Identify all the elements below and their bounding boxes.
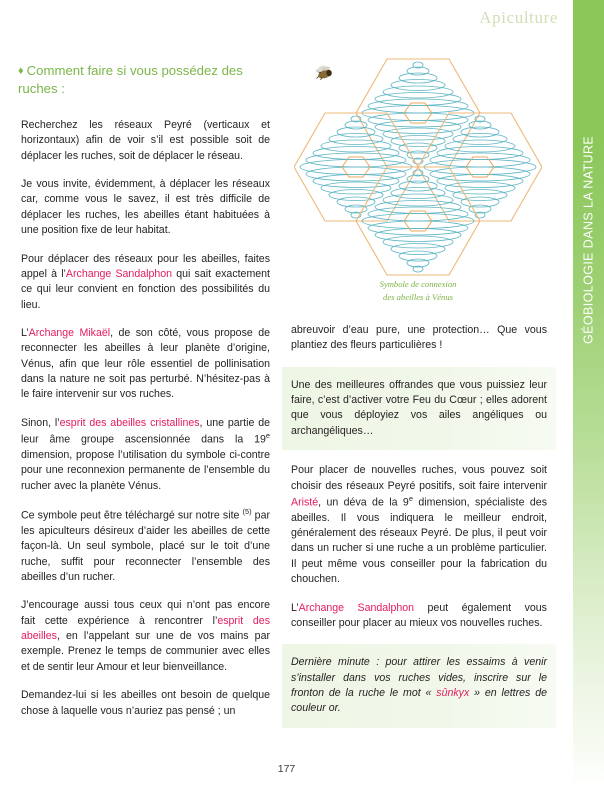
text-run: par les apiculteurs désireux d’aider les abeilles de cette façon-là. Un seul symbole, placé sur le toit d’une ruche, suffit pour reconnecter l’ensemble des abeilles d’un rucher.	[21, 509, 270, 584]
text-run: Une des meilleures offrandes que vous puissiez leur faire, c’est d’activer votre Feu du Cœur ; elles adorent que vous déployiez vos ailes angéliques ou archangéliques…	[291, 378, 547, 437]
text-run: L’	[291, 601, 299, 614]
text-run: Ce symbole peut être téléchargé sur notre site	[21, 509, 243, 522]
body-paragraph	[21, 252, 270, 313]
text-run: dimension, propose l’utilisation du symbole ci-contre pour une reconnexion permanente de l’ensemble du rucher avec la planète Vénus.	[21, 449, 270, 492]
text-run: Pour déplacer des réseaux pour les abeilles, faites appel à l’	[21, 252, 270, 280]
text-run: Sinon, l’	[21, 416, 60, 429]
superscript-marker: e	[265, 431, 270, 441]
left-text-column	[21, 118, 270, 719]
side-band	[573, 0, 604, 788]
section-heading-text: Comment faire si vous possédez des ruches :	[18, 63, 243, 96]
text-run: , une partie de leur âme groupe ascensionnée dans la 19	[21, 416, 270, 446]
text-run: Pour placer de nouvelles ruches, vous pouvez soit choisir des réseaux Peyré positifs, soit faire intervenir	[291, 464, 547, 492]
body-paragraph	[21, 326, 270, 403]
callout-paragraph	[282, 644, 556, 727]
body-paragraph	[291, 463, 547, 587]
highlighted-term: Archange Sandalphon	[298, 601, 415, 614]
highlighted-term: Aristé	[291, 496, 319, 509]
text-run: dimension, spécialiste des abeilles. Il vous indiquera le meilleur endroit, généralement des réseaux Peyré. De plus, il peut voir dans un rucher si une ruche a un problème particulier. Il peut même vous conseiller pour la fabrication du chouchen.	[291, 496, 547, 586]
body-paragraph	[291, 601, 547, 632]
highlighted-term: esprit des abeilles cristallines	[59, 416, 200, 429]
text-run: , de son côté, vous propose de reconnecter les abeilles à leur planète d’origine, Vénus, afin que leur rôle essentiel de pollinisation dans la nature ne soit pas perturbé. N’hésitez-pas à le faire intervenir sur vos ruches.	[21, 326, 270, 401]
superscript-marker: e	[408, 493, 413, 503]
body-paragraph	[21, 416, 270, 494]
body-paragraph	[291, 323, 547, 354]
right-text-column	[291, 323, 547, 728]
body-paragraph	[21, 177, 270, 238]
text-run: qui sait exactement ce qui leur convient en fonction des possibilités du lieu.	[21, 267, 271, 311]
text-run: , en l’appelant sur une de vos mains par exemple. Prenez le temps de communier avec elles et de sentir leur Amour et leur bienveillance.	[21, 630, 270, 673]
page-number: 177	[277, 763, 296, 775]
highlighted-term: sûnkyx	[436, 687, 470, 699]
text-run: Recherchez les réseaux Peyré (verticaux et horizontaux) afin de voir s’il est possible soit de déplacer les ruches, soit de déplacer le réseau.	[21, 119, 270, 162]
text-run: peut également vous conseiller pour placer au mieux vos nouvelles ruches.	[291, 601, 547, 629]
body-paragraph	[21, 688, 270, 719]
figure-caption	[294, 278, 542, 304]
highlighted-term: Archange Mikaël	[28, 326, 111, 339]
bee-icon	[312, 62, 338, 82]
body-paragraph	[21, 507, 270, 585]
body-paragraph	[21, 598, 270, 675]
section-heading	[18, 62, 276, 98]
diamond-bullet-icon: ♦	[18, 65, 24, 77]
figure-caption-line-1: Symbole de connexion	[379, 279, 457, 289]
highlighted-term: esprit des abeilles	[21, 614, 270, 643]
text-run: J’encourage aussi tous ceux qui n’ont pas encore fait cette expérience à rencontrer l’	[21, 599, 270, 627]
text-run: » en lettres de couleur or.	[291, 687, 547, 715]
hexagon-spiral-figure	[294, 55, 542, 277]
text-run: Dernière minute : pour attirer les essaims à venir s’installer dans vos ruches vides, inscrire sur le fronton de la ruche le mot «	[291, 656, 547, 699]
superscript-marker: (5)	[242, 507, 252, 517]
body-paragraph	[21, 118, 270, 164]
highlighted-term: Archange Sandalphon	[65, 267, 173, 280]
text-run: Demandez-lui si les abeilles ont besoin de quelque chose à laquelle vous n’auriez pas pensé ; un	[21, 689, 270, 717]
running-head: Apiculture	[479, 8, 558, 27]
figure-caption-line-2: des abeilles à Vénus	[383, 291, 453, 302]
text-run: L’	[21, 326, 29, 339]
text-run: abreuvoir d’eau pure, une protection… Que vous plantiez des fleurs particulières !	[291, 324, 547, 352]
callout-paragraph	[282, 367, 556, 450]
text-run: , un déva de la 9	[318, 496, 409, 509]
text-run: Je vous invite, évidemment, à déplacer les réseaux car, comme vous le savez, il est très difficile de déplacer les ruches, les abeilles étant habituées à une position fixe de leur habitat.	[21, 178, 270, 237]
side-band-label: GÉOBIOLOGIE DANS LA NATURE	[581, 135, 596, 345]
